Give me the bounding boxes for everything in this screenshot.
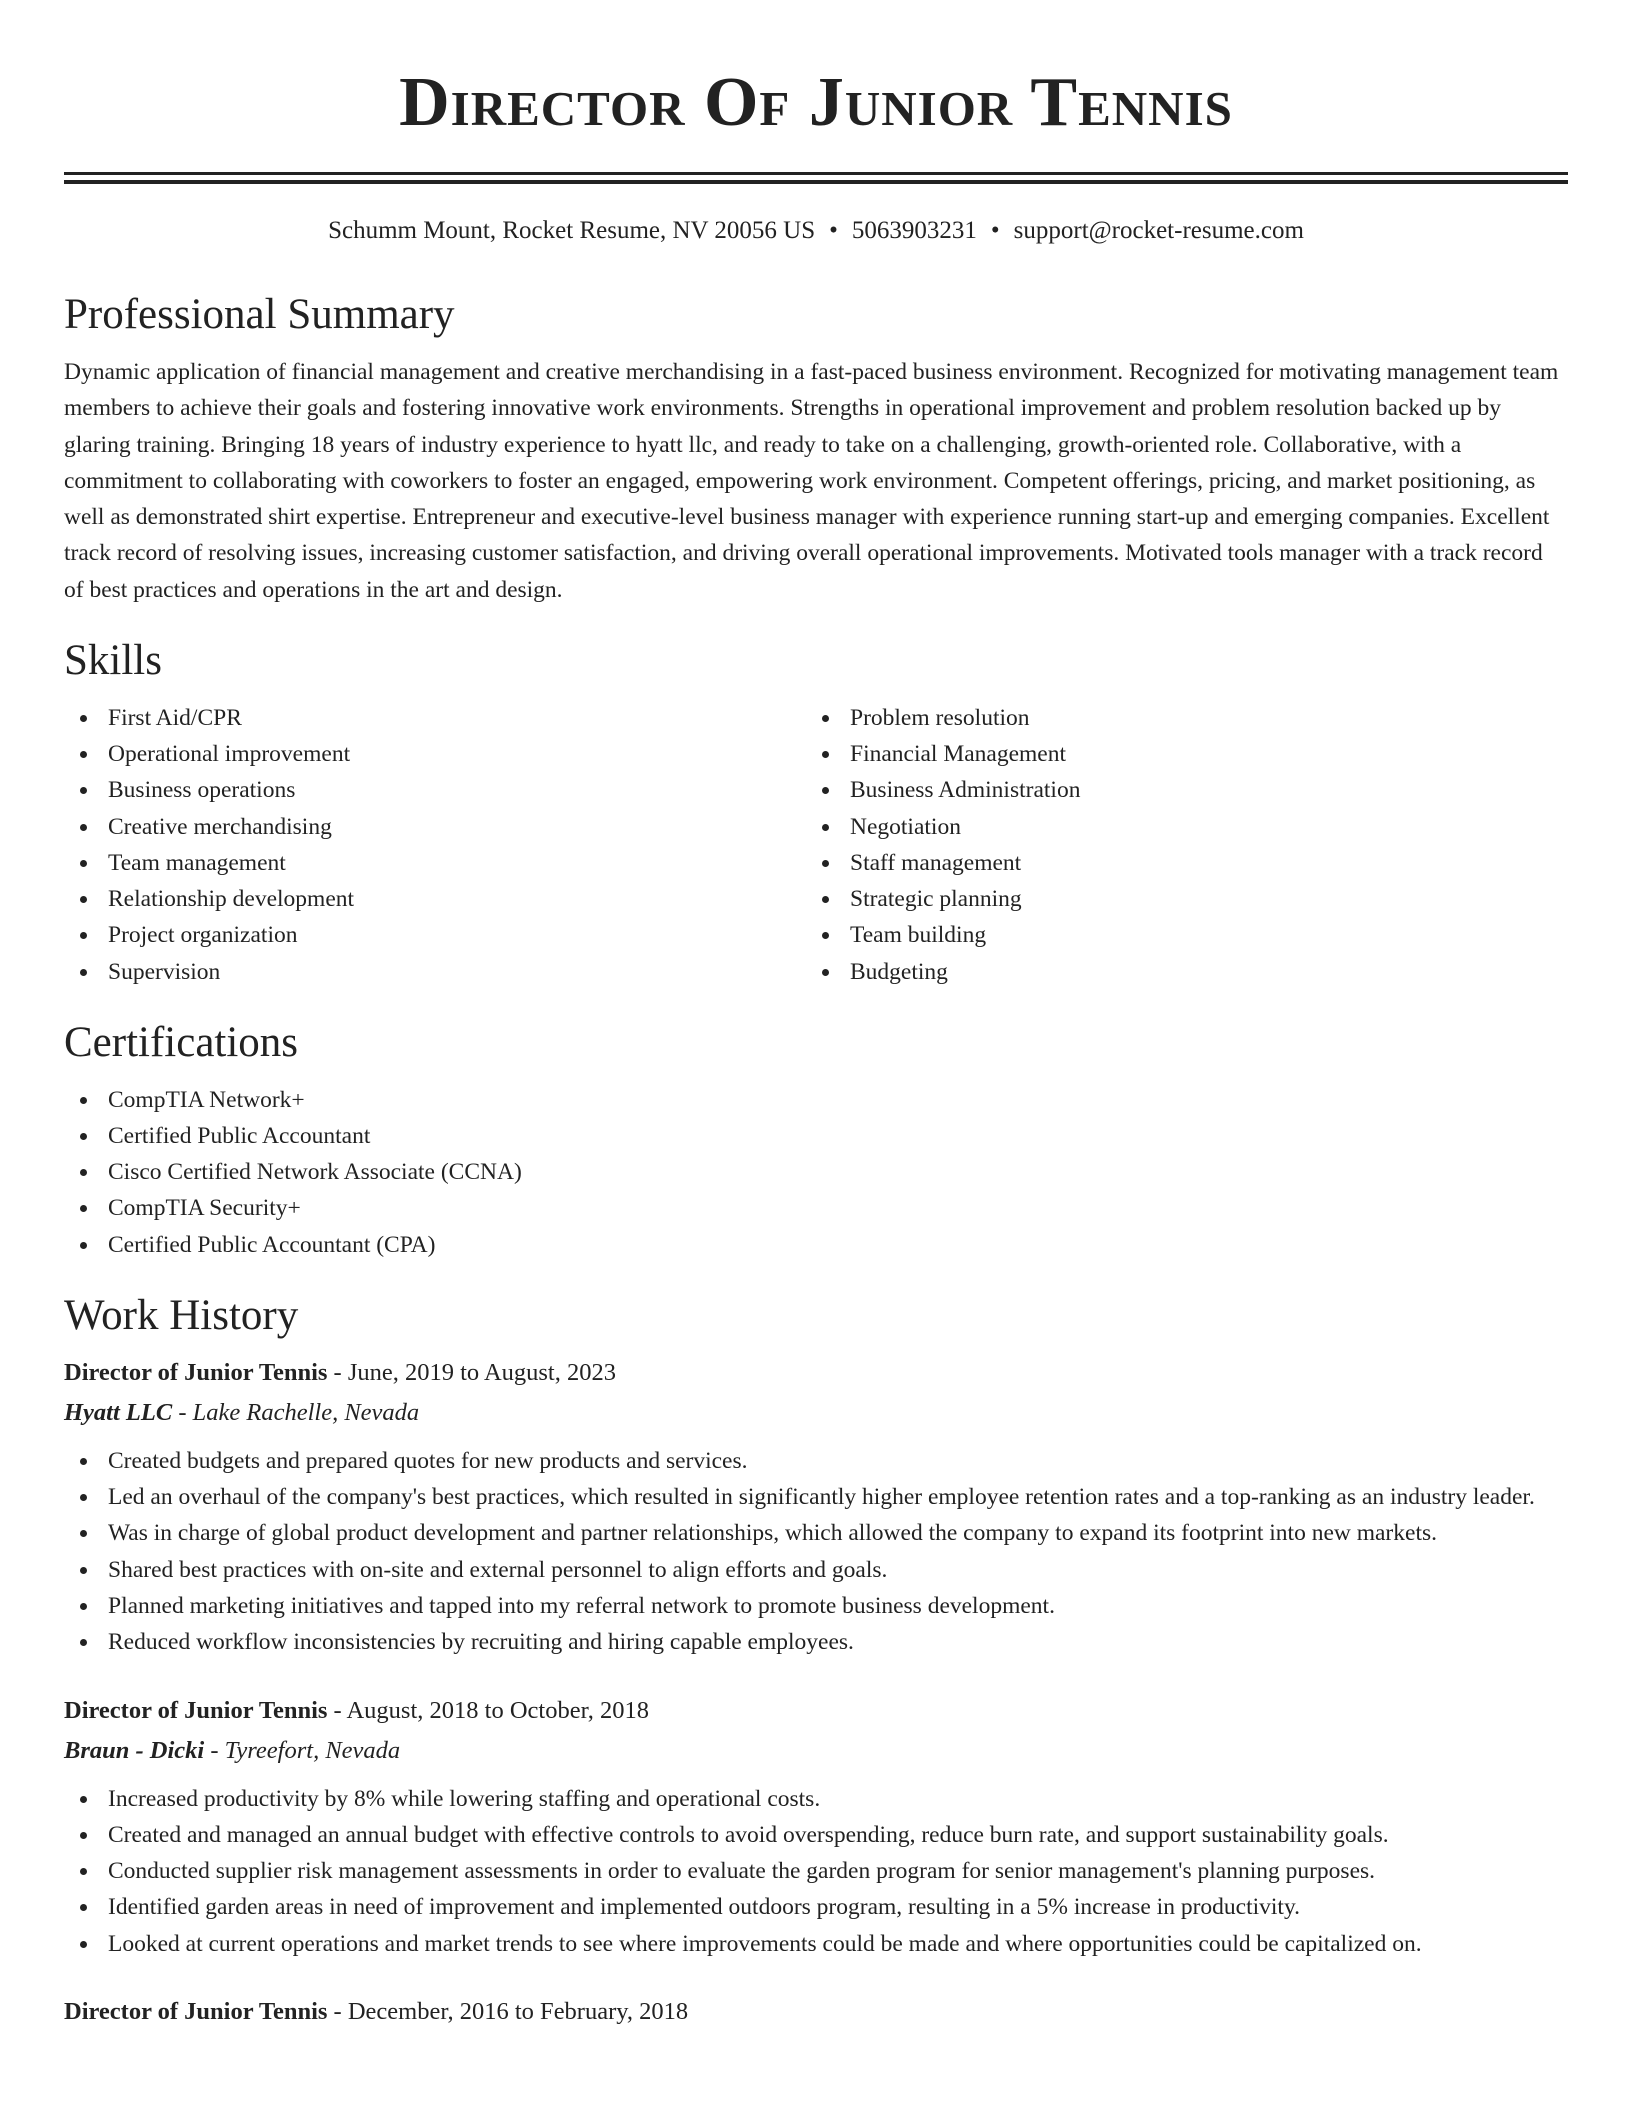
- skills-columns: [64, 700, 1568, 990]
- job-title-line: [64, 1992, 1568, 2032]
- contact-separator: •: [829, 217, 838, 244]
- contact-address: Schumm Mount, Rocket Resume, NV 20056 US: [328, 217, 816, 244]
- job-bullet: Shared best practices with on-site and external personnel to align efforts and goals.: [64, 1552, 1568, 1588]
- certification-item: Certified Public Accountant: [64, 1118, 1568, 1154]
- summary-section: [64, 288, 1568, 608]
- skill-item: Supervision: [64, 954, 806, 990]
- job-dates: - August, 2018 to October, 2018: [327, 1696, 649, 1724]
- skill-item: Staff management: [806, 845, 1548, 881]
- skill-item: Negotiation: [806, 809, 1548, 845]
- job-location: - Lake Rachelle, Nevada: [172, 1398, 420, 1426]
- skill-item: Creative merchandising: [64, 809, 806, 845]
- skills-column-left: [64, 700, 806, 990]
- certification-item: CompTIA Security+: [64, 1190, 1568, 1226]
- job-title: Director of Junior Tennis: [64, 1358, 328, 1386]
- contact-separator: •: [990, 217, 1000, 244]
- job-title: Director of Junior Tennis: [64, 1997, 328, 2025]
- skills-list-left: [64, 700, 806, 990]
- skill-item: Project organization: [64, 917, 806, 953]
- header-divider-bottom: [64, 180, 1568, 184]
- job-company-line: [64, 1393, 1568, 1433]
- job-entry: [64, 1691, 1568, 1962]
- job-title-line: [64, 1353, 1568, 1393]
- skill-item: Financial Management: [806, 736, 1548, 772]
- job-bullet: Created budgets and prepared quotes for new products and services.: [64, 1443, 1568, 1479]
- resume-page: [64, 0, 1568, 2032]
- job-company: Hyatt LLC: [64, 1398, 173, 1426]
- header-divider-top: [64, 172, 1568, 175]
- skill-item: Strategic planning: [806, 881, 1548, 917]
- job-bullet: Created and managed an annual budget with effective controls to avoid overspending, reduce burn rate, and support sustainability goals.: [64, 1817, 1568, 1853]
- skill-item: Operational improvement: [64, 736, 806, 772]
- skill-item: Problem resolution: [806, 700, 1548, 736]
- work-history-section: [64, 1289, 1568, 2032]
- certifications-section: [64, 1016, 1568, 1263]
- skill-item: Relationship development: [64, 881, 806, 917]
- skill-item: First Aid/CPR: [64, 700, 806, 736]
- certification-item: Certified Public Accountant (CPA): [64, 1227, 1568, 1263]
- job-entry: [64, 1992, 1568, 2032]
- contact-email: support@rocket-resume.com: [1013, 217, 1304, 244]
- skills-heading: Skills: [64, 637, 162, 685]
- job-bullet: Conducted supplier risk management assessments in order to evaluate the garden program for senior management's planning purposes.: [64, 1853, 1568, 1889]
- contact-line: [64, 214, 1568, 248]
- job-bullet: Was in charge of global product development and partner relationships, which allowed the company to expand its footprint into new markets.: [64, 1515, 1568, 1551]
- resume-name-heading: Director Of Junior Tennis: [399, 64, 1233, 141]
- skill-item: Budgeting: [806, 954, 1548, 990]
- job-bullets: [64, 1781, 1568, 1962]
- job-location: - Tyreefort, Nevada: [204, 1736, 401, 1764]
- job-company-line: [64, 1731, 1568, 1771]
- job-bullet: Identified garden areas in need of improvement and implemented outdoors program, resulting in a 5% increase in productivity.: [64, 1889, 1568, 1925]
- work-history-heading: Work History: [64, 1291, 299, 1339]
- job-dates: - June, 2019 to August, 2023: [327, 1358, 616, 1386]
- skills-list-right: [806, 700, 1548, 990]
- job-company: Braun - Dicki: [64, 1736, 205, 1764]
- job-bullet: Looked at current operations and market trends to see where improvements could be made and where opportunities could be capitalized on.: [64, 1926, 1568, 1962]
- summary-heading: Professional Summary: [64, 291, 455, 338]
- certifications-list: [64, 1082, 1568, 1263]
- certification-item: Cisco Certified Network Associate (CCNA): [64, 1154, 1568, 1190]
- job-bullets: [64, 1443, 1568, 1661]
- job-bullet: Led an overhaul of the company's best practices, which resulted in significantly higher employee retention rates and a top-ranking as an industry leader.: [64, 1479, 1568, 1515]
- contact-phone: 5063903231: [851, 217, 977, 244]
- job-bullet: Planned marketing initiatives and tapped into my referral network to promote business development.: [64, 1588, 1568, 1624]
- job-bullet: Reduced workflow inconsistencies by recruiting and hiring capable employees.: [64, 1624, 1568, 1660]
- summary-text: Dynamic application of financial management and creative merchandising in a fast-paced business environment. Recognized for motivating management team members to achieve their goals and fostering innovative work environments. Strengths in operational improvement and problem resolution backed up by glaring training. Bringing 18 years of industry experience to hyatt llc, and ready to take on a challenging, growth-oriented role. Collaborative, with a commitment to collaborating with coworkers to foster an engaged, empowering work environment. Competent offerings, pricing, and market positioning, as well as demonstrated shirt expertise. Entrepreneur and executive-level business manager with experience running start-up and emerging companies. Excellent track record of resolving issues, increasing customer satisfaction, and driving overall operational improvements. Motivated tools manager with a track record of best practices and operations in the art and design.: [64, 359, 1559, 603]
- job-title: Director of Junior Tennis: [64, 1696, 328, 1724]
- skills-column-right: [806, 700, 1548, 990]
- job-dates: - December, 2016 to February, 2018: [327, 1997, 689, 2025]
- skill-item: Business operations: [64, 772, 806, 808]
- job-entry: [64, 1353, 1568, 1661]
- skills-section: [64, 634, 1568, 990]
- skill-item: Business Administration: [806, 772, 1548, 808]
- job-title-line: [64, 1691, 1568, 1731]
- skill-item: Team management: [64, 845, 806, 881]
- job-bullet: Increased productivity by 8% while lowering staffing and operational costs.: [64, 1781, 1568, 1817]
- certifications-heading: Certifications: [64, 1018, 299, 1066]
- skill-item: Team building: [806, 917, 1548, 953]
- certification-item: CompTIA Network+: [64, 1082, 1568, 1118]
